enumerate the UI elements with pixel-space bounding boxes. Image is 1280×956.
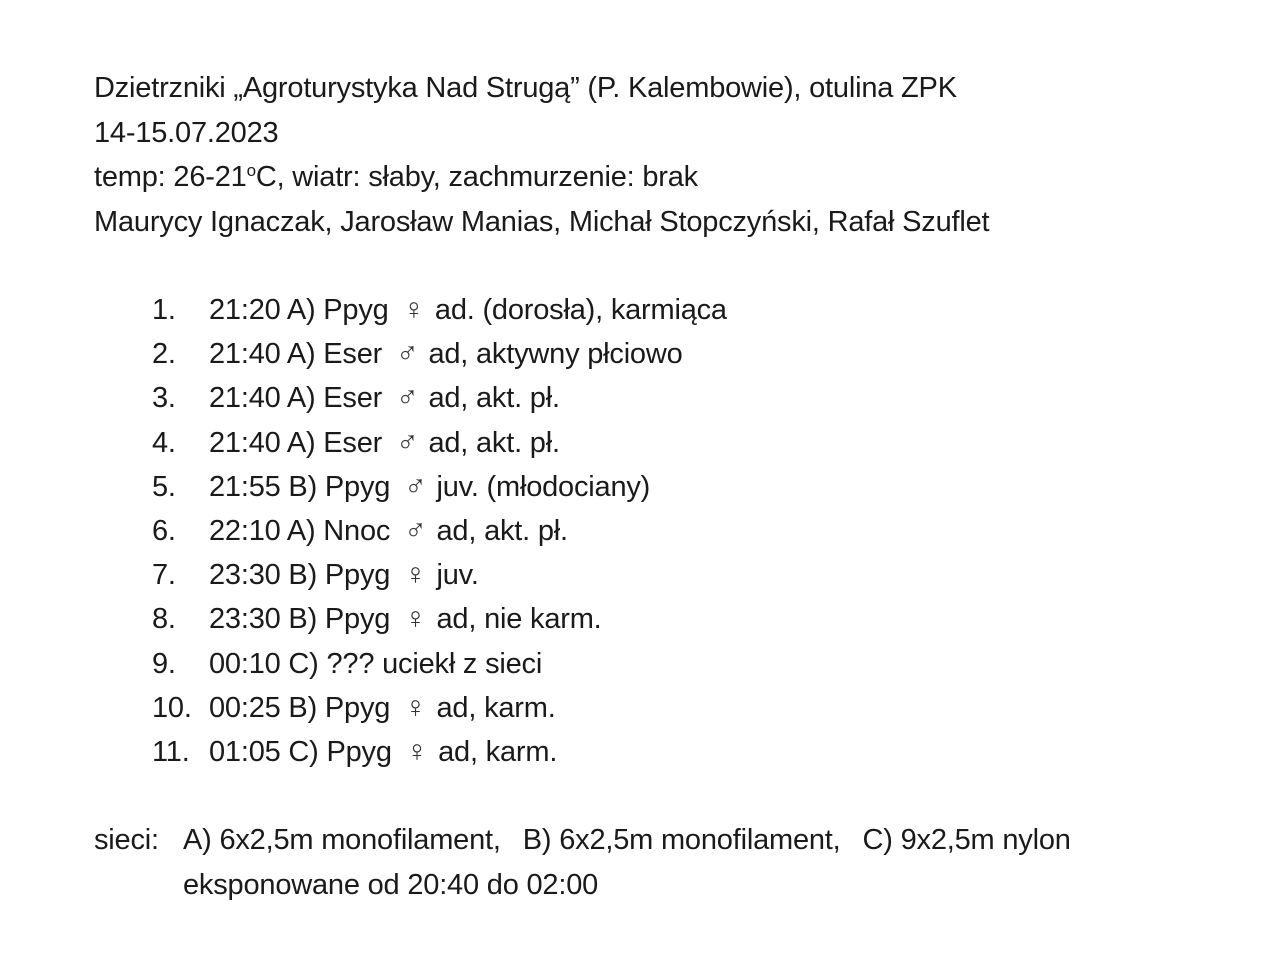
female-symbol-icon: ♀: [404, 689, 427, 725]
net-b: B) 6x2,5m monofilament,: [522, 824, 841, 856]
record-number: 9.: [152, 647, 176, 680]
record-note: ad, nie karm.: [436, 603, 602, 636]
female-symbol-icon: ♀: [402, 292, 425, 327]
degree-sign: o: [246, 161, 256, 180]
record-item: [152, 421, 1152, 465]
capture-records-list: [152, 288, 1152, 774]
record-number: 3.: [152, 382, 176, 415]
record-note: ad, akt. pł.: [428, 382, 560, 415]
record-number: 2.: [152, 338, 176, 371]
record-note: ad. (dorosła), karmiąca: [434, 294, 727, 326]
record-note: ad, aktywny płciowo: [428, 338, 683, 371]
record-number: 1.: [152, 294, 176, 326]
record-number: 11.: [152, 735, 190, 768]
header-block: [94, 66, 1244, 244]
record-item: [152, 376, 1152, 420]
record-time-net-species: 23:30 B) Ppyg: [209, 559, 391, 592]
net-a: A) 6x2,5m monofilament,: [183, 824, 501, 856]
record-item: [152, 288, 1152, 332]
record-item: [152, 686, 1152, 730]
record-body: [209, 376, 560, 420]
record-item: [152, 332, 1152, 376]
record-number: 8.: [152, 603, 176, 636]
record-note: juv. (młodociany): [436, 470, 651, 503]
male-symbol-icon: ♂: [396, 336, 419, 372]
record-body: [209, 730, 557, 774]
record-note: ad, akt. pł.: [436, 514, 568, 547]
net-c: C) 9x2,5m nylon: [862, 824, 1071, 856]
nets-block: [94, 818, 1264, 907]
record-time-net-species: 23:30 B) Ppyg: [209, 603, 391, 636]
record-item: [152, 553, 1152, 597]
record-body: [209, 509, 568, 553]
record-body: [209, 553, 479, 597]
record-number: 6.: [152, 514, 176, 547]
record-note: ad, akt. pł.: [428, 426, 560, 459]
site-title: Dzietrzniki „Agroturystyka Nad Strugą” (P. Kalembowie), otulina ZPK: [94, 72, 957, 104]
record-time-net-species: 21:20 A) Ppyg: [209, 294, 389, 326]
record-body: [209, 642, 542, 686]
nets-line: [94, 818, 1264, 863]
observers-line: Maurycy Ignaczak, Jarosław Manias, Michał Stopczyński, Rafał Szuflet: [94, 205, 990, 238]
male-symbol-icon: ♂: [396, 424, 419, 460]
nets-exposure: eksponowane od 20:40 do 02:00: [183, 868, 599, 901]
male-symbol-icon: ♂: [396, 380, 419, 416]
record-number: 10.: [152, 691, 192, 724]
record-time-net-species: 00:10 C) ??? uciekł z sieci: [209, 647, 543, 680]
record-number: 7.: [152, 559, 176, 592]
record-time-net-species: 00:25 B) Ppyg: [209, 691, 391, 724]
weather-conditions: C, wiatr: słaby, zachmurzenie: brak: [255, 161, 698, 193]
record-time-net-species: 21:55 B) Ppyg: [209, 470, 391, 503]
record-body: [209, 465, 650, 509]
record-time-net-species: 21:40 A) Eser: [209, 382, 383, 415]
female-symbol-icon: ♀: [404, 557, 427, 593]
record-body: [209, 421, 560, 465]
record-number: 4.: [152, 426, 176, 459]
record-time-net-species: 22:10 A) Nnoc: [209, 514, 391, 547]
record-body: [209, 686, 556, 730]
record-item: [152, 597, 1152, 641]
record-note: juv.: [436, 559, 479, 592]
record-note: ad, karm.: [438, 735, 558, 768]
record-item: [152, 509, 1152, 553]
male-symbol-icon: ♂: [404, 512, 427, 548]
nets-items: [183, 818, 1071, 863]
nets-exposure-line: [94, 863, 1264, 908]
record-time-net-species: 21:40 A) Eser: [209, 338, 383, 371]
record-item: [152, 730, 1152, 774]
female-symbol-icon: ♀: [405, 733, 429, 769]
record-number: 5.: [152, 470, 176, 503]
record-time-net-species: 01:05 C) Ppyg: [209, 735, 392, 768]
record-body: [209, 332, 683, 376]
survey-date: 14-15.07.2023: [94, 116, 279, 149]
record-body: [209, 597, 602, 641]
record-item: [152, 465, 1152, 509]
nets-label: sieci:: [94, 824, 159, 856]
female-symbol-icon: ♀: [404, 601, 427, 637]
weather-temp: temp: 26-21: [94, 161, 247, 193]
record-note: ad, karm.: [436, 691, 556, 724]
record-body: [209, 288, 727, 332]
weather-line: [94, 155, 1244, 200]
record-time-net-species: 21:40 A) Eser: [209, 426, 383, 459]
record-item: [152, 642, 1152, 686]
male-symbol-icon: ♂: [404, 468, 427, 504]
